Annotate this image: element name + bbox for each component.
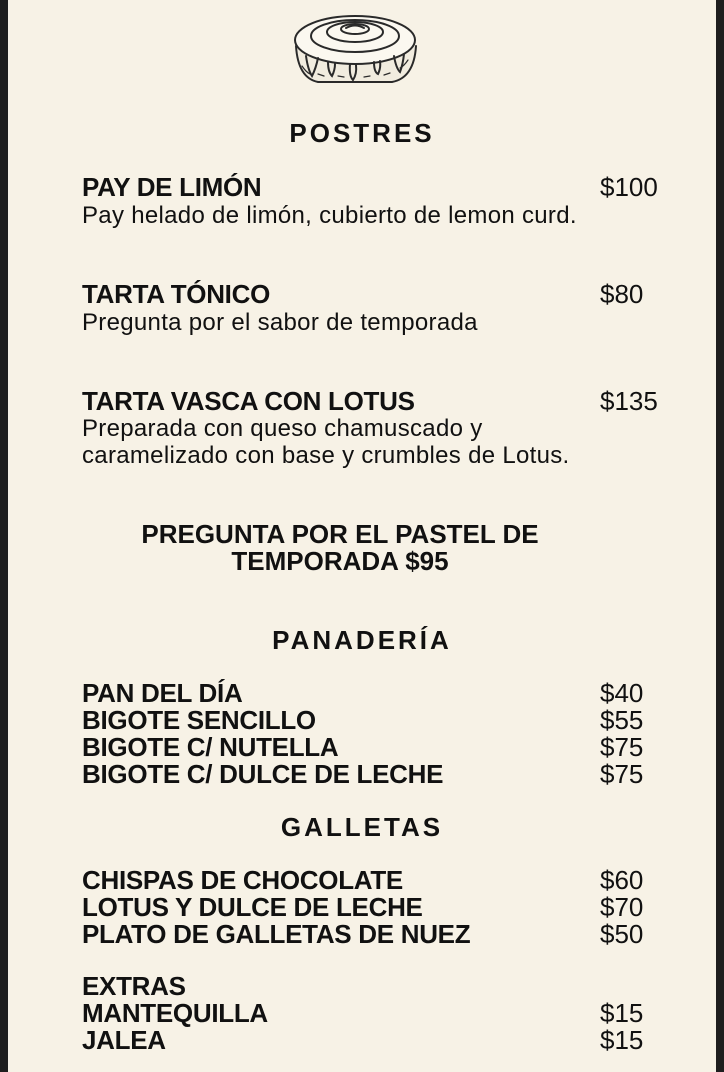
seasonal-cake-note-line-1: PREGUNTA POR EL PASTEL DE: [141, 519, 539, 549]
menu-item-price: $100: [600, 172, 658, 202]
seasonal-cake-note-line-2: TEMPORADA $95: [231, 546, 449, 576]
galletas-item-list: [82, 867, 470, 948]
menu-item-name: BIGOTE SENCILLO: [82, 705, 316, 735]
panaderia-price-list: [600, 680, 643, 788]
menu-item-name: BIGOTE C/ DULCE DE LECHE: [82, 759, 444, 789]
menu-item-price: $80: [600, 279, 644, 309]
menu-item-price: $135: [600, 386, 658, 416]
galletas-price-list: [600, 867, 643, 948]
menu-item-price: $70: [600, 892, 644, 922]
section-title-panaderia: PANADERÍA: [272, 625, 452, 655]
menu-item-name: LOTUS Y DULCE DE LECHE: [82, 892, 423, 922]
menu-item-name: JALEA: [82, 1025, 166, 1055]
menu-item-description: Pregunta por el sabor de temporada: [82, 309, 478, 336]
menu-item-description: Pay helado de limón, cubierto de lemon curd.: [82, 202, 577, 229]
menu-item-price: $55: [600, 705, 644, 735]
menu-item-price: $75: [600, 732, 644, 762]
menu-item-price: $15: [600, 998, 644, 1028]
menu-item-name: PAN DEL DÍA: [82, 678, 243, 708]
section-title-postres: POSTRES: [289, 118, 435, 148]
menu-item-name: CHISPAS DE CHOCOLATE: [82, 865, 403, 895]
menu-item-name: MANTEQUILLA: [82, 998, 268, 1028]
menu-item-price: $40: [600, 678, 644, 708]
extras-item-list: [82, 973, 268, 1054]
menu-item-name: PLATO DE GALLETAS DE NUEZ: [82, 919, 471, 949]
section-title-extras: EXTRAS: [82, 971, 186, 1001]
section-title-galletas: GALLETAS: [280, 812, 444, 842]
menu-item-description: Preparada con queso chamuscado y caramelizado con base y crumbles de Lotus.: [82, 415, 570, 469]
menu-item-price: $75: [600, 759, 644, 789]
menu-item-price: $50: [600, 919, 644, 949]
menu-item-name: TARTA VASCA CON LOTUS: [82, 386, 415, 416]
panaderia-item-list: [82, 680, 443, 788]
frame-border-left: [0, 0, 8, 1072]
extras-price-list: [600, 1000, 643, 1054]
menu-item-price: $60: [600, 865, 644, 895]
menu-item-name: PAY DE LIMÓN: [82, 172, 262, 202]
cinnamon-roll-icon: [288, 8, 422, 92]
menu-item-name: BIGOTE C/ NUTELLA: [82, 732, 339, 762]
menu-item-price: $15: [600, 1025, 644, 1055]
frame-border-right: [716, 0, 724, 1072]
menu-item-name: TARTA TÓNICO: [82, 279, 270, 309]
